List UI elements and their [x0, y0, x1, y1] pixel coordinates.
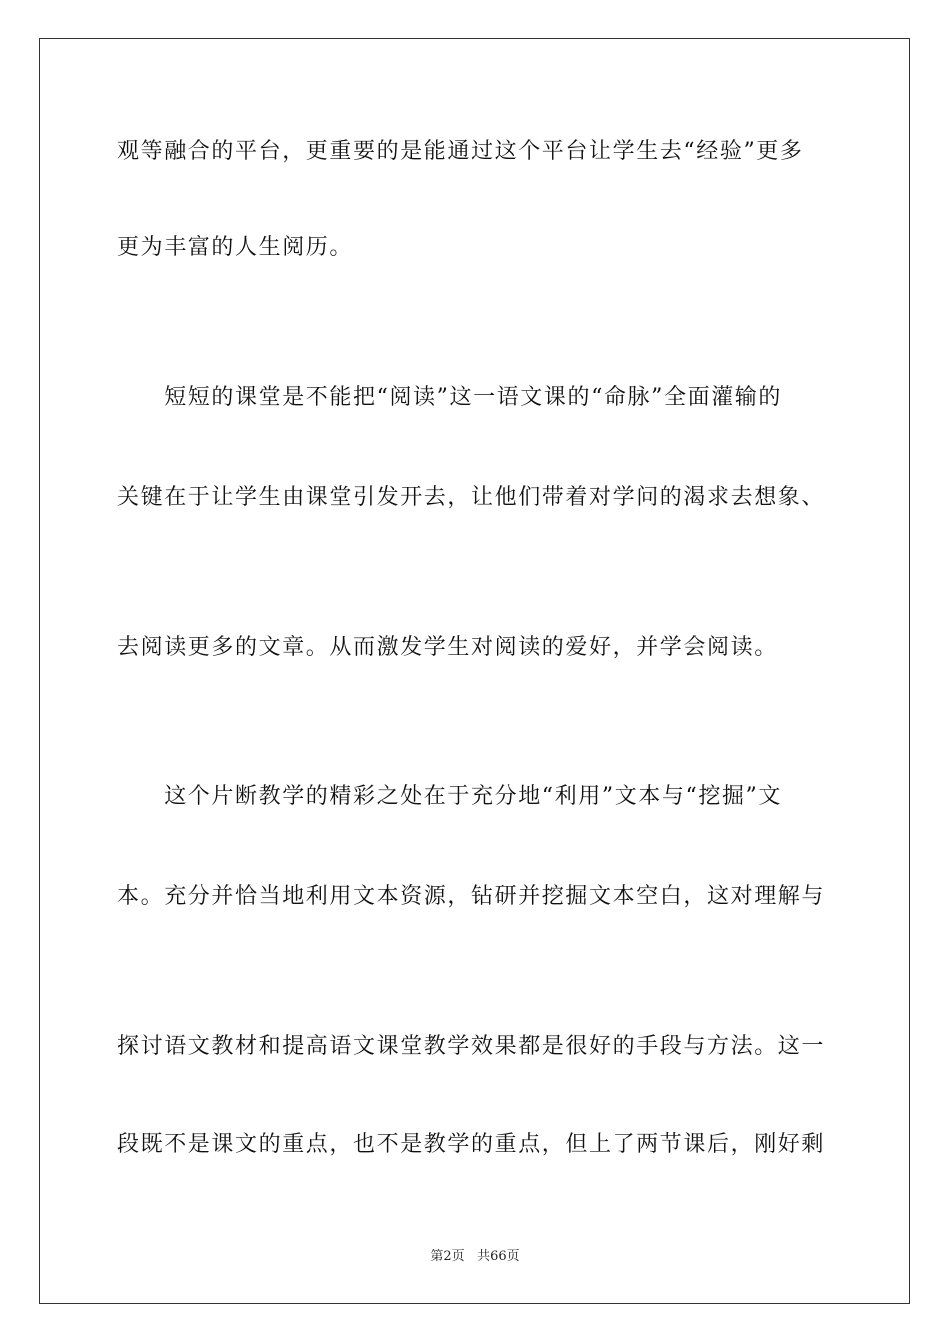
- text-line-2: 更为丰富的人生阅历。: [117, 235, 354, 260]
- text-line-3: 短短的课堂是不能把“阅读”这一语文课的“命脉”全面灌输的: [117, 385, 782, 410]
- text-line-9: 段既不是课文的重点，也不是教学的重点，但上了两节课后，刚好剩: [117, 1132, 826, 1157]
- text-line-4: 关键在于让学生由课堂引发开去，让他们带着对学问的渴求去想象、: [117, 485, 826, 510]
- text-line-6: 这个片断教学的精彩之处在于充分地“利用”文本与“挖掘”文: [117, 784, 782, 809]
- text-line-7: 本。充分并恰当地利用文本资源，钻研并挖掘文本空白，这对理解与: [117, 884, 826, 909]
- text-line-8: 探讨语文教材和提高语文课堂教学效果都是很好的手段与方法。这一: [117, 1034, 826, 1059]
- text-line-5: 去阅读更多的文章。从而激发学生对阅读的爱好，并学会阅读。: [117, 635, 778, 660]
- page-number: 第2页: [430, 1249, 465, 1264]
- text-line-1: 观等融合的平台，更重要的是能通过这个平台让学生去“经验”更多: [117, 139, 804, 164]
- page-total: 共66页: [477, 1249, 520, 1264]
- page-frame: [39, 38, 910, 1304]
- page-footer: [0, 1248, 950, 1266]
